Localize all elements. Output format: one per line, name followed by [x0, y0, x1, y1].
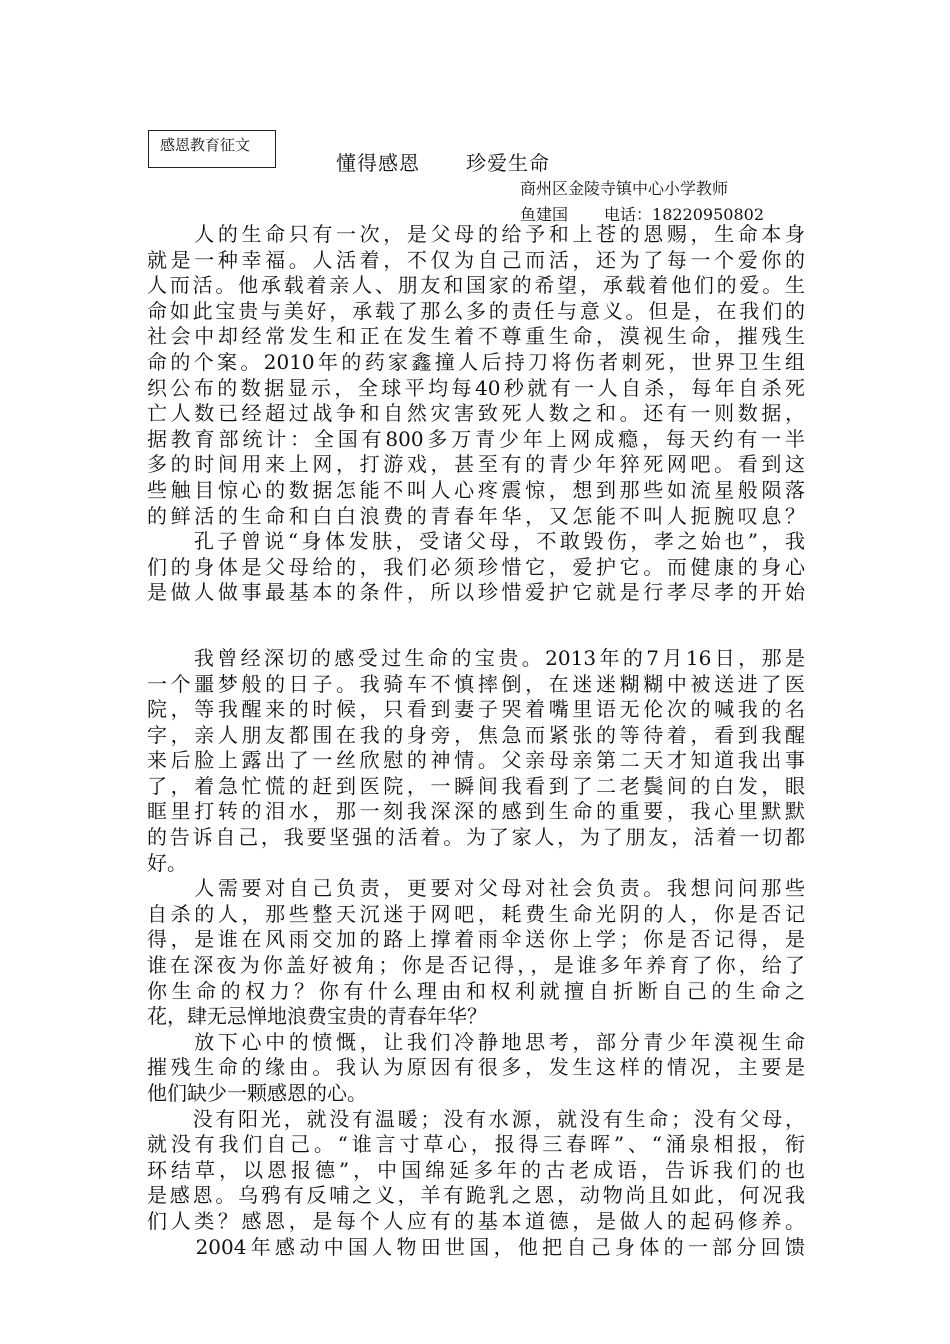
body-line: 没有阳光，就没有温暖；没有水源，就没有生命；没有父母，: [147, 1106, 805, 1131]
body-line: 人而活。他承载着亲人、朋友和国家的希望，承载着他们的爱。生: [147, 273, 805, 298]
body-line: 你生命的权力？你有什么理由和权利就擅自折断自己的生命之: [147, 978, 805, 1003]
body-line: 放下心中的愤慨，让我们冷静地思考，部分青少年漠视生命: [147, 1029, 805, 1054]
body-line: 得，是谁在风雨交加的路上撑着雨伞送你上学；你是否记得，是: [147, 927, 805, 952]
body-line: 摧残生命的缘由。我认为原因有很多，发生这样的情况，主要是: [147, 1055, 805, 1080]
body-line: 院，等我醒来的时候，只看到妻子哭着嘴里语无伦次的喊我的名: [147, 697, 805, 722]
body-line: 孔子曾说“身体发肤，受诸父母，不敢毁伤，孝之始也”，我: [147, 529, 805, 554]
body-line: 命的个案。2010年的药家鑫撞人后持刀将伤者刺死，世界卫生组: [147, 349, 805, 374]
body-line: 2004年感动中国人物田世国，他把自己身体的一部分回馈: [147, 1234, 805, 1259]
author-affiliation: 商州区金陵寺镇中心小学教师: [520, 179, 729, 198]
body-line: 些触目惊心的数据怎能不叫人心疼震惊，想到那些如流星般陨落: [147, 477, 805, 502]
body-line: 环结草，以恩报德”，中国绵延多年的古老成语，告诉我们的也: [147, 1157, 805, 1182]
body-line: 一个噩梦般的日子。我骑车不慎摔倒，在迷迷糊糊中被送进了医: [147, 671, 805, 696]
body-line: 多的时间用来上网，打游戏，甚至有的青少年猝死网吧。看到这: [147, 452, 805, 477]
author-name: 鱼建国: [520, 205, 569, 224]
body-line: 花，肆无忌惮地浪费宝贵的青春年华？: [147, 1004, 487, 1029]
blank-line: [147, 606, 805, 646]
body-line: 他们缺少一颗感恩的心。: [147, 1081, 367, 1105]
body-line: 的告诉自己，我要坚强的活着。为了家人，为了朋友，活着一切都: [147, 825, 805, 850]
body-line: 谁在深夜为你盖好被角；你是否记得，，是谁多年养育了你，给了: [147, 953, 805, 978]
body-line: 好。: [147, 850, 187, 875]
body-line: 是感恩。乌鸦有反哺之义，羊有跪乳之恩，动物尚且如此，何况我: [147, 1183, 805, 1208]
essay-title-part1: 懂得感恩: [336, 151, 420, 175]
essay-title-part2: 珍爱生命: [466, 151, 550, 175]
body-line: 是做人做事最基本的条件，所以珍惜爱护它就是行孝尽孝的开始: [147, 580, 805, 605]
body-line: 人需要对自己负责，更要对父母对社会负责。我想问问那些: [147, 876, 805, 901]
essay-body: [147, 222, 805, 1260]
body-line: 自杀的人，那些整天沉迷于网吧，耗费生命光阴的人，你是否记: [147, 901, 805, 926]
body-line: 据教育部统计：全国有800多万青少年上网成瘾，每天约有一半: [147, 426, 805, 451]
body-line: 织公布的数据显示，全球平均每40秒就有一人自杀，每年自杀死: [147, 375, 805, 400]
category-tag: 感恩教育征文: [160, 136, 251, 154]
body-line: 眶里打转的泪水，那一刻我深深的感到生命的重要，我心里默默: [147, 799, 805, 824]
body-line: 了，着急忙慌的赶到医院，一瞬间我看到了二老鬓间的白发，眼: [147, 773, 805, 798]
author-phone: 电话：18220950802: [604, 205, 764, 224]
body-line: 亡人数已经超过战争和自然灾害致死人数之和。还有一则数据，: [147, 401, 805, 426]
body-line: 的鲜活的生命和白白浪费的青春年华，又怎能不叫人扼腕叹息？: [147, 503, 805, 528]
body-line: 人的生命只有一次，是父母的给予和上苍的恩赐，生命本身: [147, 222, 805, 246]
body-line: 就没有我们自己。“谁言寸草心，报得三春晖”、“涌泉相报，衔: [147, 1132, 805, 1157]
essay-title: [336, 147, 550, 176]
body-line: 们人类？感恩，是每个人应有的基本道德，是做人的起码修养。: [147, 1208, 805, 1233]
body-line: 命如此宝贵与美好，承载了那么多的责任与意义。但是，在我们的: [147, 298, 805, 323]
body-line: 社会中却经常发生和正在发生着不尊重生命，漠视生命，摧残生: [147, 324, 805, 349]
body-line: 来后脸上露出了一丝欣慰的神情。父亲母亲第二天才知道我出事: [147, 748, 805, 773]
body-line: 就是一种幸福。人活着，不仅为自己而活，还为了每一个爱你的: [147, 247, 805, 272]
body-line: 我曾经深切的感受过生命的宝贵。2013年的7月16日，那是: [147, 645, 805, 670]
body-line: 字，亲人朋友都围在我的身旁，焦急而紧张的等待着，看到我醒: [147, 722, 805, 747]
body-line: 们的身体是父母给的，我们必须珍惜它，爱护它。而健康的身心: [147, 554, 805, 579]
